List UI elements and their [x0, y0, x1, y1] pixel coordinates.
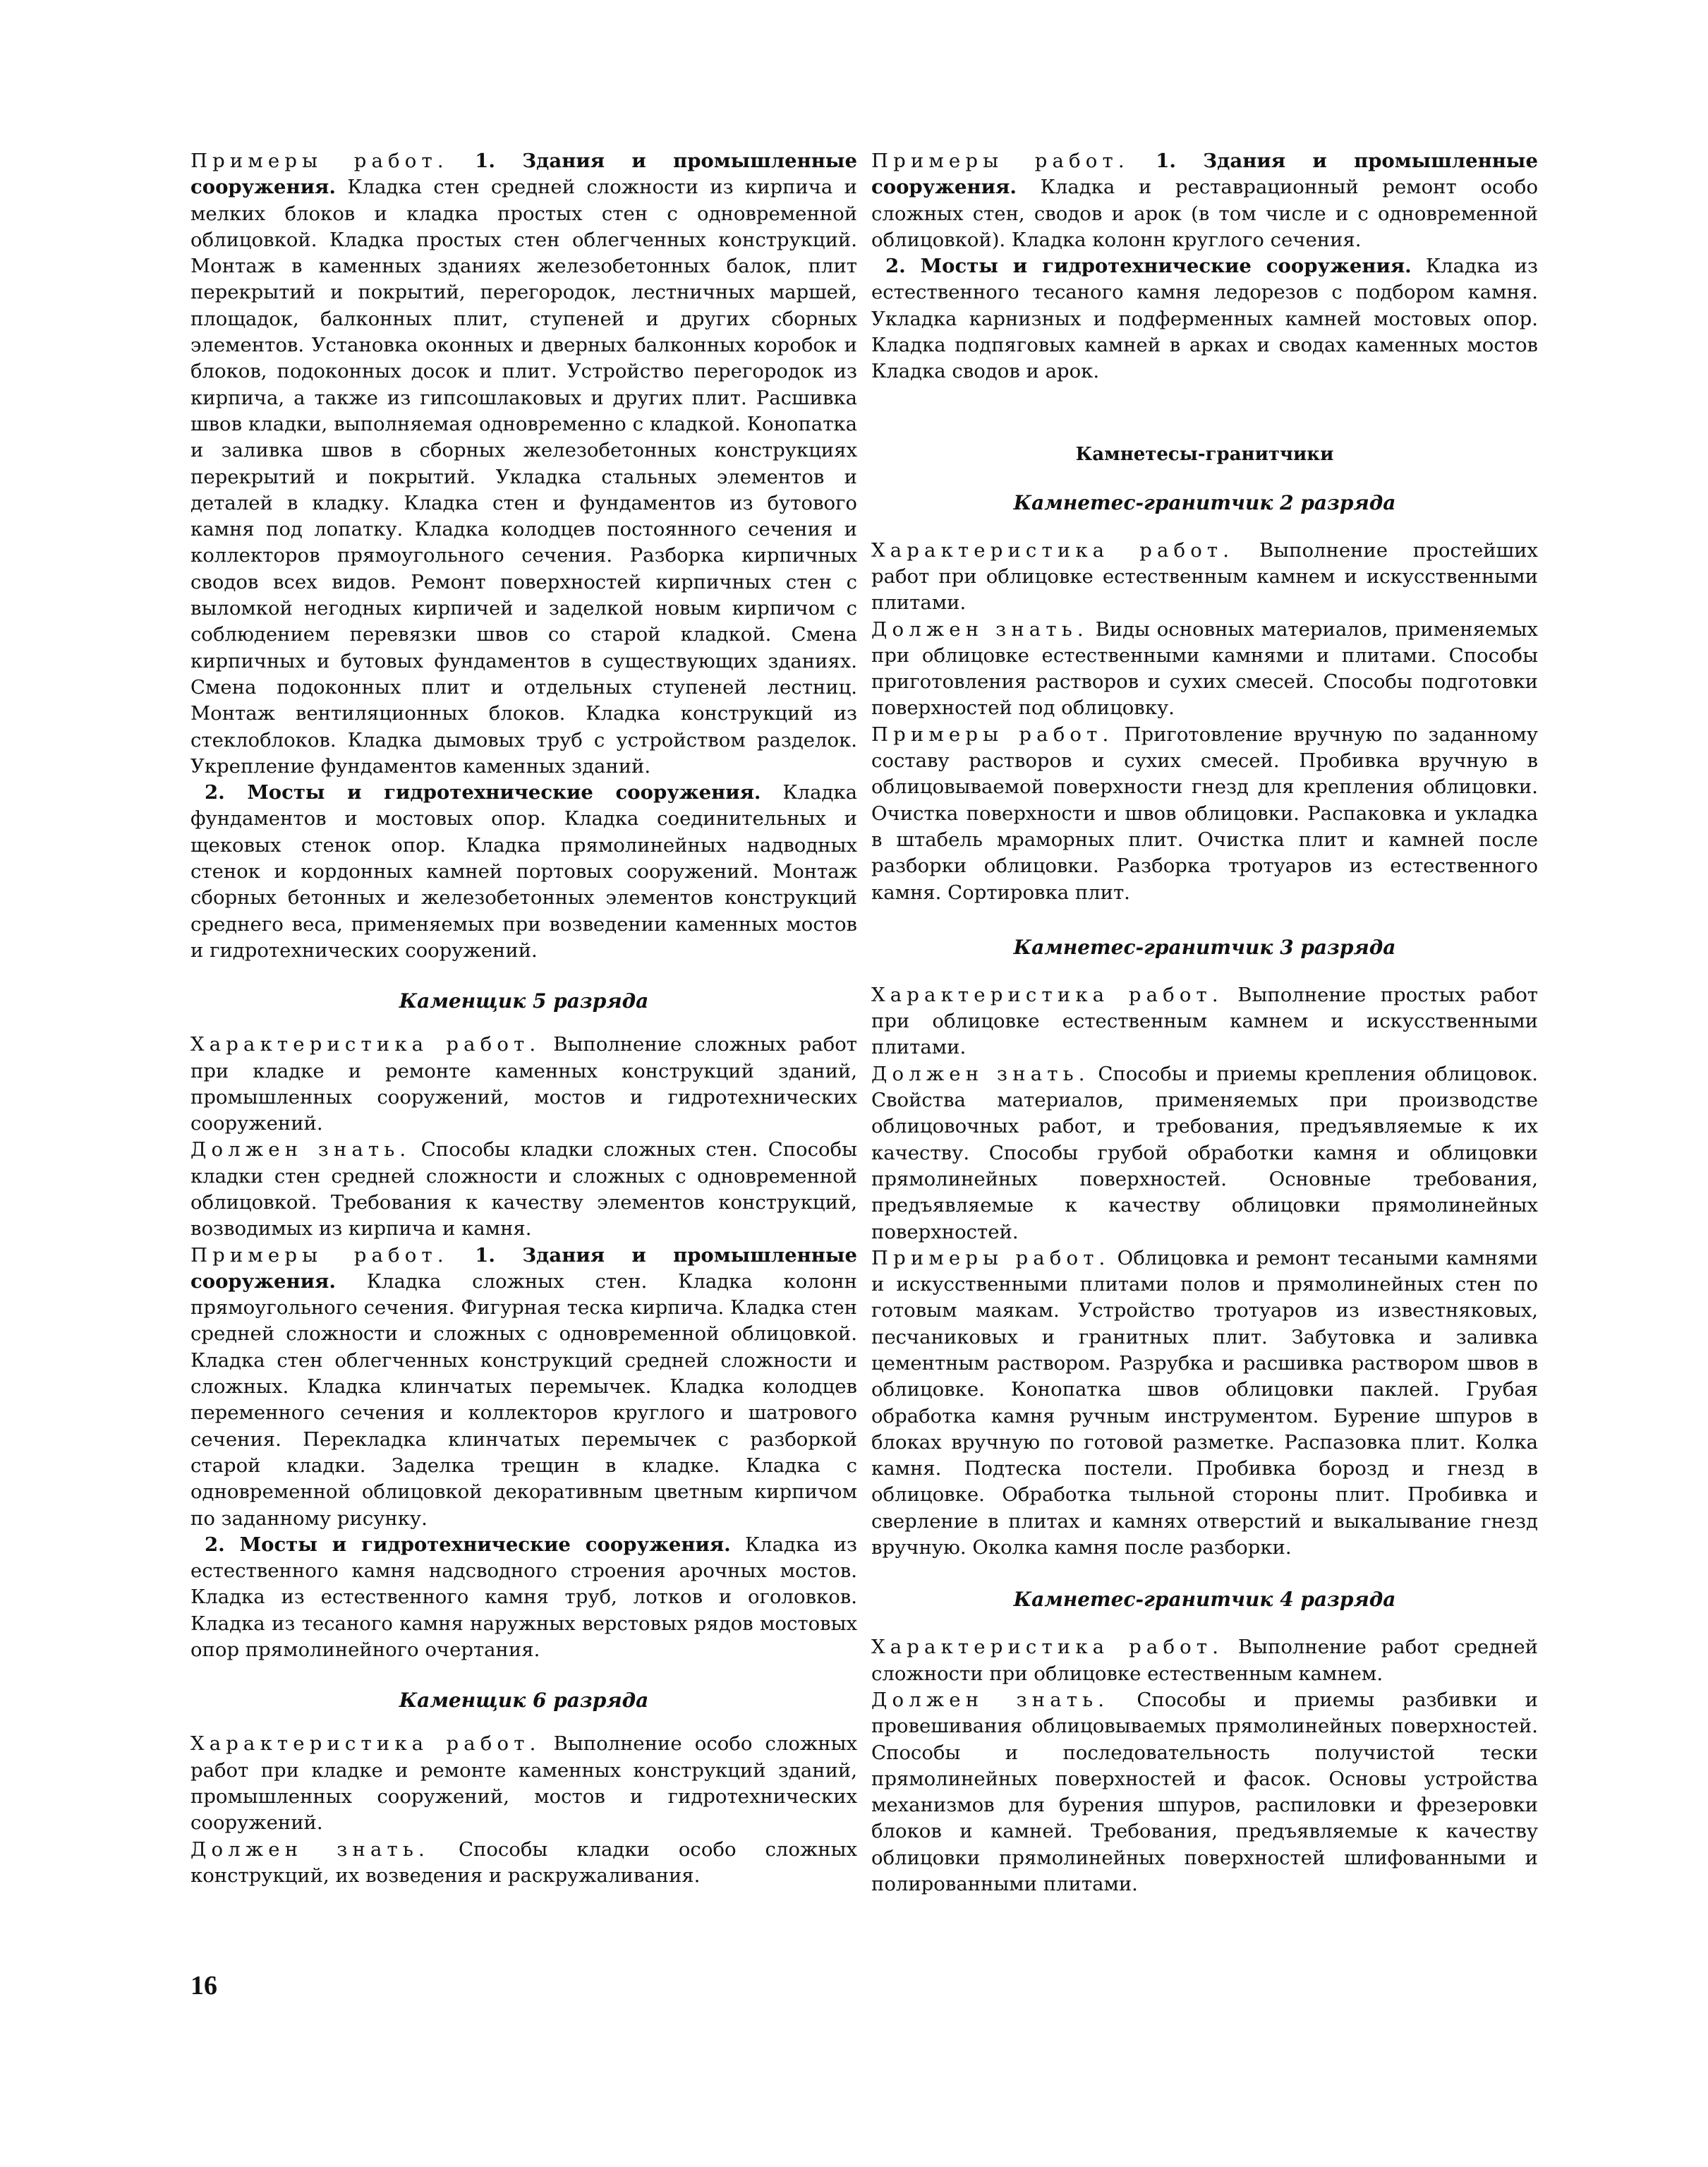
- paragraph-text: Способы и приемы крепления облицовок. Свойства материалов, применяемых при производстве облицовочных работ, и требования, предъявляемые к их качеству. Способы грубой обработки камня и облицовки прямолинейных поверхностей. Основные требования, предъявляемые к качеству облицовки прямолинейных поверхностей.: [871, 1062, 1538, 1243]
- paragraph-text: Способы кладки особо сложных конструкций, их возведения и раскружаливания.: [190, 1837, 857, 1887]
- paragraph-text: Кладка из естественного тесаного камня ледорезов с подбором камня. Укладка карнизных и подферменных камней мостовых опор. Кладка подпяговых камней в арках и сводах каменных мостов Кладка сводов и арок.: [871, 255, 1539, 383]
- paragraph-subheading: 1. Здания и промышленные сооружения.: [190, 150, 857, 199]
- paragraph-text: Кладка и реставрационный ремонт особо сложных стен, сводов и арок (в том числе и с одновременной облицовкой). Кладка колонн круглого сечения.: [871, 176, 1538, 251]
- paragraph-text: Кладка сложных стен. Кладка колонн прямоугольного сечения. Фигурная теска кирпича. Кладка стен средней сложности и сложных с одновременной облицовкой. Кладка стен облегченных конструкций средней сложности и сложных. Кладка клинчатых перемычек. Кладка колодцев переменного сечения и коллекторов круглого и шатрового сечения. Перекладка клинчатых перемычек с разборкой старой кладки. Заделка трещин в кладке. Кладка с одновременной облицовкой декоративным цветным кирпичом по заданному рисунку.: [190, 1269, 857, 1530]
- section-title-stonecutters: Камнетесы-гранитчики: [1075, 443, 1334, 465]
- paragraph-text: Приготовление вручную по заданному составу растворов и сухих смесей. Пробивка вручную в облицовываемой поверхности гнезд для крепления облицовки. Очистка поверхности и швов облицовки. Распаковка и укладка в штабель мраморных плит. Очистка плит и камней после разборки облицовки. Разборка тротуаров из естественного камня. Сортировка плит.: [871, 723, 1538, 904]
- paragraph-lead: Характеристика работ.: [871, 538, 1235, 562]
- paragraph-examples-bridges: [190, 780, 857, 964]
- paragraph-lead: Характеристика работ.: [190, 1732, 541, 1756]
- paragraph-must-know: [871, 1061, 1538, 1245]
- paragraph-examples-buildings: [190, 1243, 857, 1532]
- paragraph-characteristics: [871, 538, 1538, 617]
- paragraph-lead: Должен знать.: [871, 617, 1089, 641]
- heading-stonecutter-grade-4: Камнетес-гранитчик 4 разряда: [1013, 1588, 1396, 1612]
- paragraph-text: Выполнение особо сложных работ при кладке и ремонте каменных конструкций зданий, промышленных сооружений, мостов и гидротехнических сооружений.: [190, 1732, 857, 1835]
- paragraph-examples-buildings: [190, 148, 857, 780]
- paragraph-lead: Примеры работ.: [871, 1246, 1110, 1269]
- heading-stonecutter-grade-2: Камнетес-гранитчик 2 разряда: [1013, 490, 1396, 514]
- left-column: [190, 148, 857, 1889]
- paragraph-subheading: 2. Мосты и гидротехнические сооружения.: [205, 1533, 731, 1556]
- paragraph-must-know: [190, 1137, 857, 1242]
- paragraph-characteristics: [190, 1731, 857, 1836]
- paragraph-lead: Примеры работ.: [871, 723, 1114, 746]
- paragraph-must-know: [871, 617, 1538, 722]
- paragraph-examples-buildings: [871, 148, 1538, 253]
- paragraph-must-know: [190, 1837, 857, 1890]
- paragraph-lead: Примеры работ.: [190, 1243, 449, 1267]
- paragraph-subheading: 1. Здания и промышленные сооружения.: [190, 1243, 857, 1293]
- paragraph-lead: Характеристика работ.: [190, 1033, 541, 1056]
- paragraph-lead: Примеры работ.: [871, 150, 1129, 172]
- paragraph-lead: Характеристика работ.: [871, 1636, 1224, 1659]
- paragraph-text: Способы кладки сложных стен. Способы кладки стен средней сложности и сложных с одновременной облицовкой. Требования к качеству элементов конструкций, возводимых из кирпича и камня.: [190, 1138, 857, 1241]
- paragraph-text: Кладка из естественного камня надсводного строения арочных мостов. Кладка из естественного камня труб, лотков и оголовков. Кладка из тесаного камня наружных верстовых рядов мостовых опор прямолинейного очертания.: [190, 1533, 858, 1662]
- paragraph-text: Выполнение простых работ при облицовке естественным камнем и искусственными плитами.: [871, 983, 1538, 1059]
- paragraph-text: Выполнение простейших работ при облицовке естественным камнем и искусственными плитами.: [871, 538, 1538, 615]
- heading-stonecutter-grade-3: Камнетес-гранитчик 3 разряда: [1013, 935, 1396, 959]
- paragraph-characteristics: [190, 1032, 857, 1137]
- paragraph-examples-bridges: [190, 1532, 857, 1663]
- paragraph-lead: Должен знать.: [871, 1688, 1110, 1711]
- paragraph-text: Выполнение сложных работ при кладке и ремонте каменных конструкций зданий, промышленных сооружений, мостов и гидротехнических сооружений.: [190, 1033, 857, 1135]
- paragraph-examples: [871, 1245, 1538, 1562]
- paragraph-subheading: 2. Мосты и гидротехнические сооружения.: [885, 255, 1412, 278]
- paragraph-examples: [871, 722, 1538, 906]
- right-column: [871, 148, 1538, 1897]
- paragraph-lead: Должен знать.: [871, 1062, 1090, 1085]
- paragraph-text: Облицовка и ремонт тесаными камнями и искусственными плитами полов и прямолинейных стен по готовым маякам. Устройство тротуаров из известняковых, песчаниковых и гранитных плит. Забутовка и заливка цементным раствором. Разрубка и расшивка раствором швов в облицовке. Конопатка швов облицовки паклей. Грубая обработка камня ручным инструментом. Бурение шпуров в блоках вручную по готовой разметке. Распазовка плит. Колка камня. Подтеска постели. Пробивка борозд и гнезд в облицовке. Обработка тыльной стороны плит. Пробивка и сверление в плитах и камнях отверстий и выкалывание гнезд вручную. Околка камня после разборки.: [871, 1246, 1538, 1559]
- page-number: 16: [190, 1971, 217, 2000]
- paragraph-characteristics: [871, 1634, 1538, 1687]
- paragraph-must-know: [871, 1687, 1538, 1897]
- heading-mason-grade-6: Каменщик 6 разряда: [399, 1689, 649, 1713]
- paragraph-subheading: 1. Здания и промышленные сооружения.: [871, 150, 1538, 199]
- heading-mason-grade-5: Каменщик 5 разряда: [399, 989, 649, 1013]
- paragraph-lead: Должен знать.: [190, 1138, 411, 1161]
- paragraph-lead: Характеристика работ.: [871, 983, 1223, 1006]
- paragraph-text: Виды основных материалов, применяемых при облицовке естественными камнями и плитами. Способы приготовления растворов и сухих смесей. Способы подготовки поверхностей под облицовку.: [871, 617, 1538, 720]
- paragraph-examples-bridges: [871, 253, 1538, 385]
- paragraph-characteristics: [871, 982, 1538, 1061]
- paragraph-text: Кладка фундаментов и мостовых опор. Кладка соединительных и щековых стенок опор. Кладка прямолинейных надводных стенок и кордонных камней портовых сооружений. Монтаж сборных бетонных и железобетонных элементов конструкций среднего веса, применяемых при возведении каменных мостов и гидротехнических сооружений.: [190, 781, 858, 962]
- paragraph-text: Кладка стен средней сложности из кирпича и мелких блоков и кладка простых стен с одновременной облицовкой. Кладка простых стен облегченных конструкций. Монтаж в каменных зданиях железобетонных балок, плит перекрытий и покрытий, перегородок, лестничных маршей, площадок, балконных плит, ступеней и других сборных элементов. Установка оконных и дверных балконных коробок и блоков, подоконных досок и плит. Устройство перегородок из кирпича, а также из гипсошлаковых и других плит. Расшивка швов кладки, выполняемая одновременно с кладкой. Конопатка и заливка швов в сборных железобетонных конструкциях перекрытий и покрытий. Укладка стальных элементов и деталей в кладку. Кладка стен и фундаментов из бутового камня под лопатку. Кладка колодцев постоянного сечения и коллекторов прямоугольного сечения. Разборка кирпичных сводов всех видов. Ремонт поверхностей кирпичных стен с выломкой негодных кирпичей и заделкой новым кирпичом с соблюдением перевязки швов со старой кладкой. Смена кирпичных и бутовых фундаментов в существующих зданиях. Смена подоконных плит и отдельных ступеней лестниц. Монтаж вентиляционных блоков. Кладка конструкций из стеклоблоков. Кладка дымовых труб с устройством разделок. Укрепление фундаментов каменных зданий.: [190, 176, 857, 778]
- paragraph-lead: Должен знать.: [190, 1837, 430, 1861]
- paragraph-lead: Примеры работ.: [190, 150, 449, 172]
- paragraph-text: Способы и приемы разбивки и провешивания облицовываемых прямолинейных поверхностей. Способы и последовательность получистой тески прямолинейных поверхностей и фасок. Основы устройства механизмов для бурения шпуров, распиловки и фрезеровки блоков и камней. Требования, предъявляемые к качеству облицовки прямолинейных поверхностей шлифованными и полированными плитами.: [871, 1688, 1538, 1896]
- paragraph-text: Выполнение работ средней сложности при облицовке естественным камнем.: [871, 1636, 1538, 1685]
- paragraph-subheading: 2. Мосты и гидротехнические сооружения.: [205, 781, 761, 804]
